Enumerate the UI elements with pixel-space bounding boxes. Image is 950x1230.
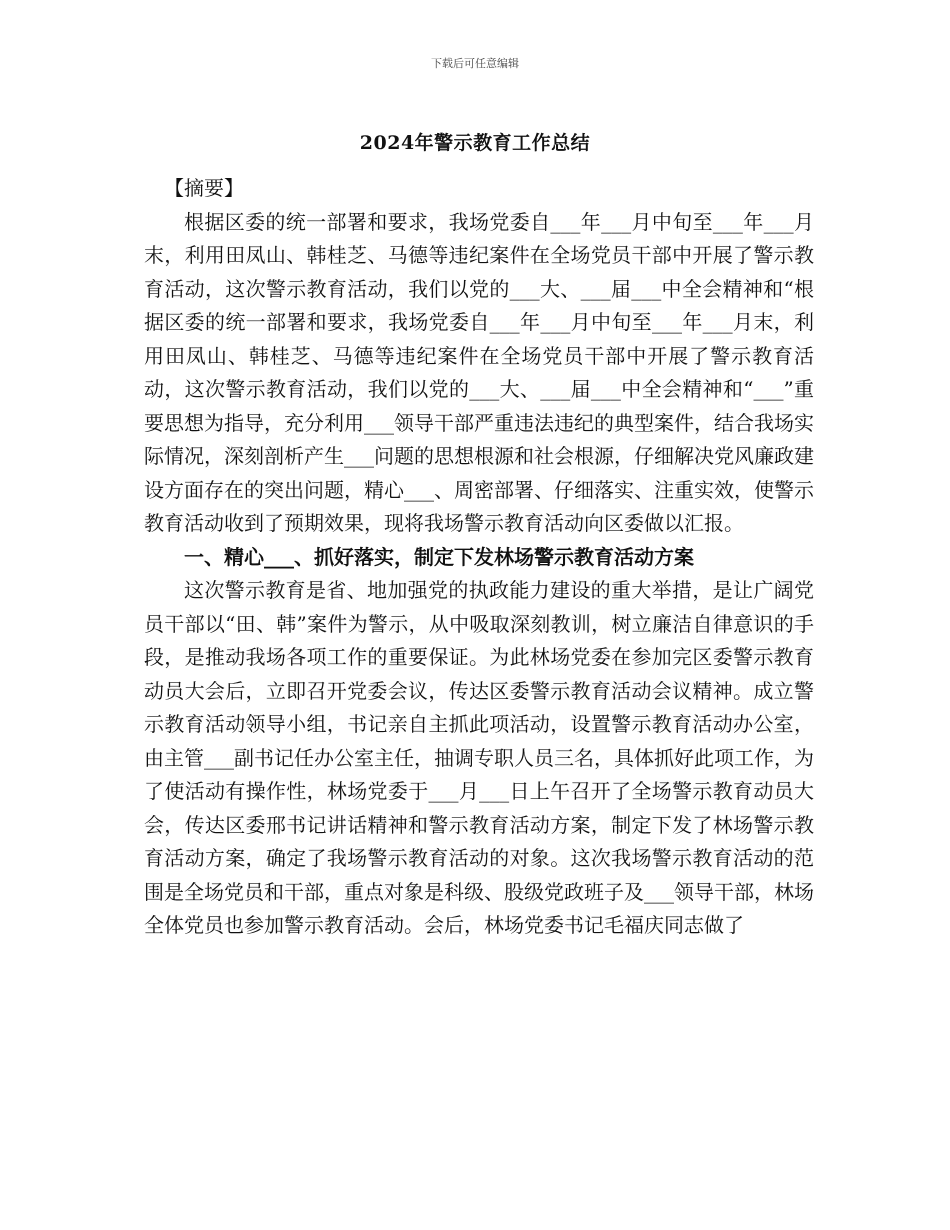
document-title: 2024年警示教育工作总结 [359,132,591,154]
page-header-note: 下载后可任意编辑 [431,57,519,70]
section-heading-1: 一、精心___、抓好落实，制定下发林场警示教育活动方案 [184,544,694,569]
abstract-label: 【摘要】 [164,176,244,200]
document-body [144,172,814,943]
abstract-paragraph: 根据区委的统一部署和要求，我场党委自___年___月中旬至___年___月末，利用田凤山、韩桂芝、马德等违纪案件在全场党员干部中开展了警示教育活动，这次警示教育活动，我们以党的___大、___届___中全会精神和“根据区委的统一部署和要求，我场党委自___年___月中旬至___年___月末，利用田凤山、韩桂芝、马德等违纪案件在全场党员干部中开展了警示教育活动，这次警示教育活动，我们以党的___大、___届___中全会精神和“___”重要思想为指导，充分利用___领导干部严重违法违纪的典型案件，结合我场实际情况，深刻剖析产生___问题的思想根源和社会根源，仔细解决党风廉政建设方面存在的突出问题，精心___、周密部署、仔细落实、注重实效，使警示教育活动收到了预期效果，现将我场警示教育活动向区委做以汇报。 [144,209,814,535]
section-paragraph-1: 这次警示教育是省、地加强党的执政能力建设的重大举措，是让广阔党员干部以“田、韩”案件为警示，从中吸取深刻教训，树立廉洁自律意识的手段，是推动我场各项工作的重要保证。为此林场党委在参加完区委警示教育动员大会后，立即召开党委会议，传达区委警示教育活动会议精神。成立警示教育活动领导小组，书记亲自主抓此项活动，设置警示教育活动办公室，由主管___副书记任办公室主任，抽调专职人员三名，具体抓好此项工作，为了使活动有操作性，林场党委于___月___日上午召开了全场警示教育动员大会，传达区委邢书记讲话精神和警示教育活动方案，制定下发了林场警示教育活动方案，确定了我场警示教育活动的对象。这次我场警示教育活动的范围是全场党员和干部，重点对象是科级、股级党政班子及___领导干部，林场全体党员也参加警示教育活动。会后，林场党委书记毛福庆同志做了 [144,578,814,937]
